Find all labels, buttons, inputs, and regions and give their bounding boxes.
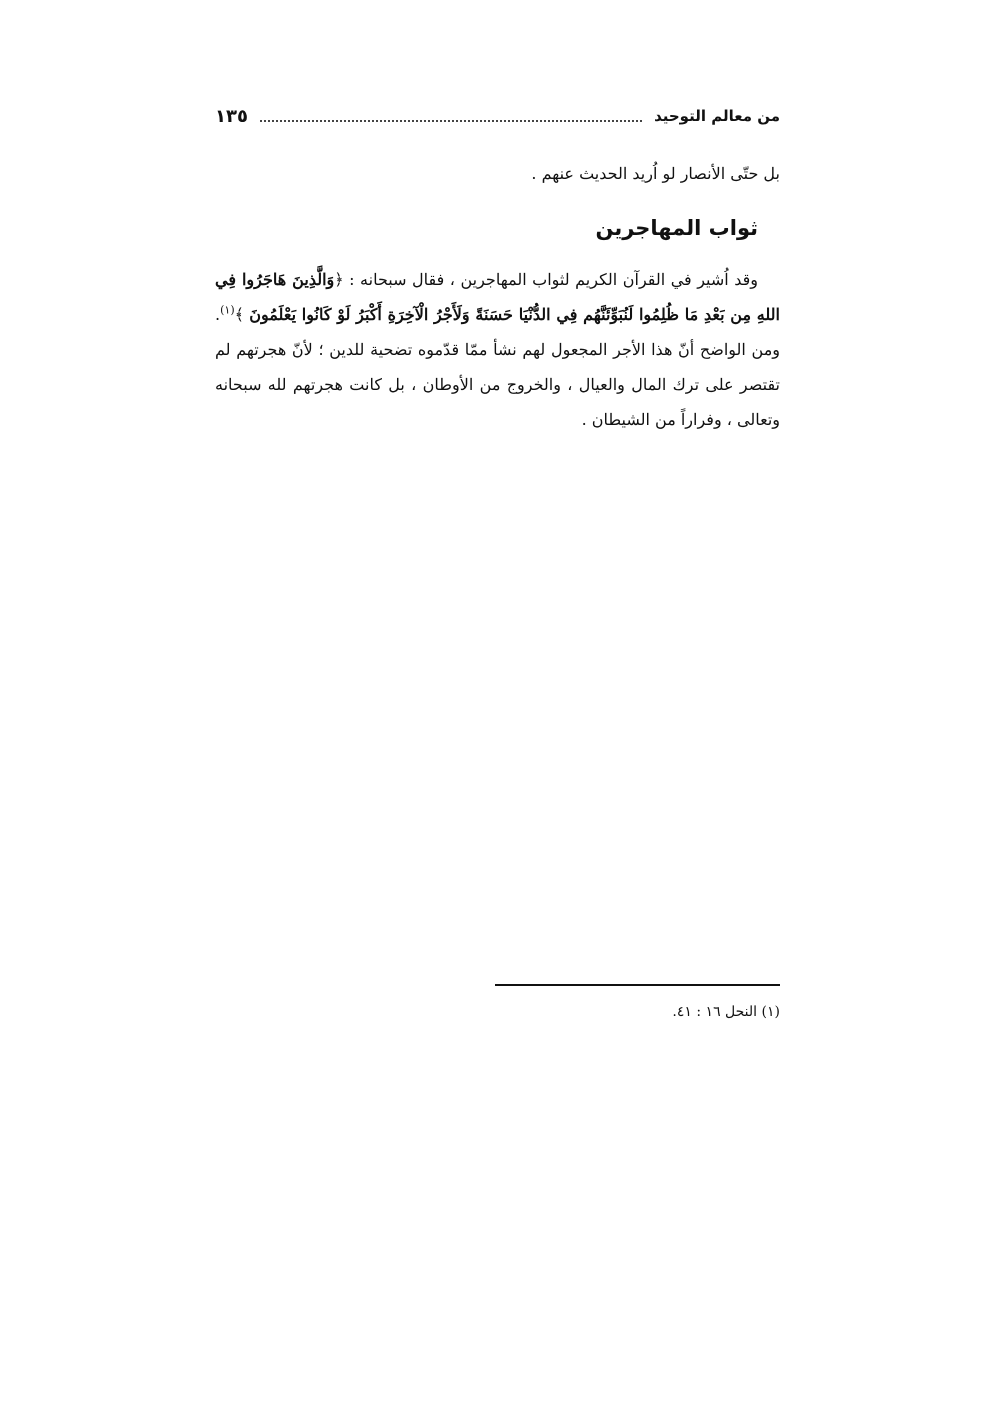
quran-verse: وَالَّذِينَ هَاجَرُوا فِي اللهِ مِن بَعْدِ مَا ظُلِمُوا لَنُبَوِّئَنَّهُم فِي الدُّنْيَا حَسَنَةً وَلَأَجْرُ الْآخِرَةِ أَكْبَرُ لَوْ كَانُوا يَعْلَمُونَ: [215, 270, 780, 324]
quote-close-bracket: ﴾: [234, 305, 244, 324]
footnote-reference[interactable]: (١): [220, 303, 235, 317]
page: [215, 0, 780, 1403]
header-leader-dots: [260, 118, 642, 122]
page-number: ١٣٥: [215, 105, 248, 127]
footnote: [215, 1000, 780, 1024]
opening-line: بل حتّى الأنصار لو اُريد الحديث عنهم .: [531, 164, 780, 183]
footnote-separator: [495, 984, 780, 986]
running-title: من معالم التوحيد: [654, 107, 780, 125]
running-header: [215, 103, 780, 129]
section-heading: ثواب المهاجرين: [595, 216, 758, 240]
body-paragraph: [215, 262, 780, 437]
footnote-text: النحل ١٦ : ٤١.: [672, 1004, 758, 1020]
quote-open-bracket: ﴿: [334, 270, 344, 289]
footnote-marker: (١): [761, 1004, 780, 1020]
body-continuation: . ومن الواضح أنّ هذا الأجر المجعول لهم نشأ ممّا قدّموه تضحية للدين ؛ لأنّ هجرتهم لم تقتصر على ترك المال والعيال ، والخروج من الأوطان ، بل كانت هجرتهم لله سبحانه وتعالى ، وفراراً من الشيطان .: [215, 305, 780, 429]
body-intro: وقد اُشير في القرآن الكريم لثواب المهاجرين ، فقال سبحانه :: [343, 270, 758, 289]
